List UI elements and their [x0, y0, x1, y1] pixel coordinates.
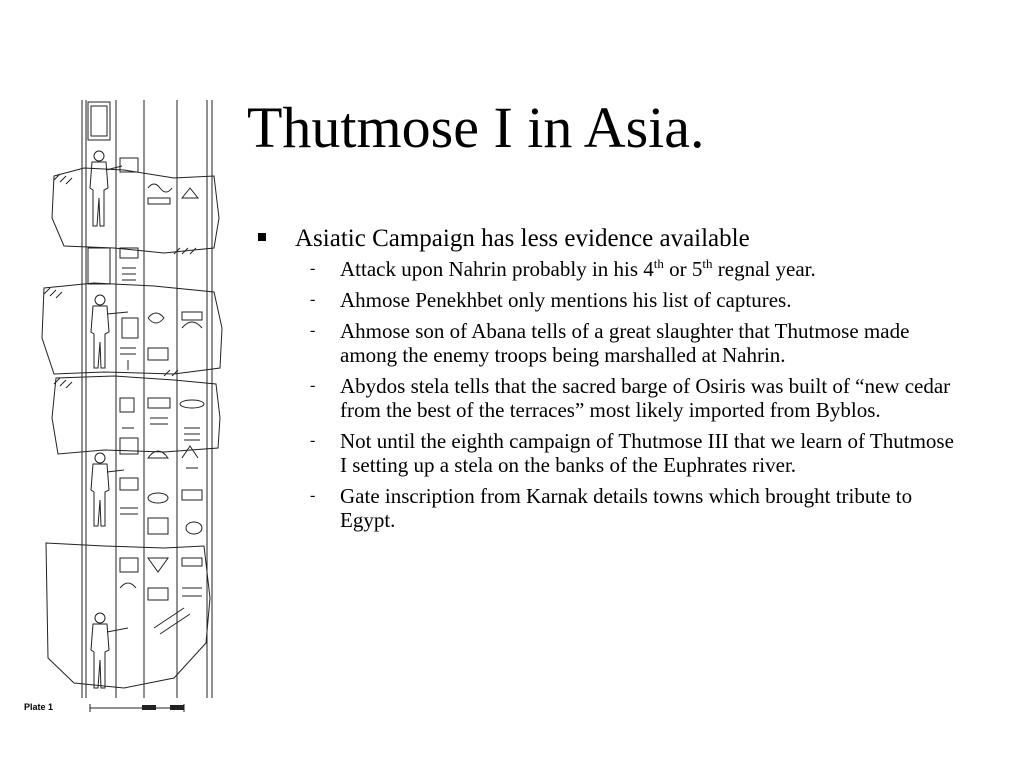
- dash-bullet-icon: -: [310, 377, 316, 394]
- sub-bullet-text: Not until the eighth campaign of Thutmose III that we learn of Thutmose I setting up a stela on the banks of the Euphrates river.: [340, 429, 954, 477]
- plate-caption: Plate 1: [24, 702, 54, 712]
- sub-bullet-item: [258, 319, 960, 367]
- dash-bullet-icon: -: [310, 291, 316, 308]
- sub-bullet-item: [258, 257, 960, 281]
- sub-bullet-text: Ahmose Penekhbet only mentions his list of captures.: [340, 288, 792, 312]
- main-bullet: [258, 224, 978, 254]
- dash-bullet-icon: -: [310, 322, 316, 339]
- sub-bullet-text: Abydos stela tells that the sacred barge of Osiris was built of “new cedar from the best of the terraces” most likely imported from Byblos.: [340, 374, 951, 422]
- dash-bullet-icon: -: [310, 487, 316, 504]
- sub-bullet-item: [258, 429, 960, 477]
- sub-bullet-list: [258, 257, 978, 532]
- square-bullet-icon: [258, 233, 266, 241]
- dash-bullet-icon: -: [310, 432, 316, 449]
- sub-bullet-item: [258, 374, 960, 422]
- sub-bullet-text: Attack upon Nahrin probably in his 4th or 5th regnal year.: [340, 256, 816, 281]
- bullet-list: [258, 224, 978, 539]
- sub-bullet-item: [258, 288, 960, 312]
- slide-title: Thutmose I in Asia.: [247, 95, 705, 160]
- main-bullet-text: Asiatic Campaign has less evidence available: [295, 225, 750, 252]
- dash-bullet-icon: -: [310, 260, 316, 277]
- sub-bullet-item: [258, 484, 960, 532]
- relief-drawing-svg: [24, 98, 234, 718]
- sub-bullet-text: Ahmose son of Abana tells of a great slaughter that Thutmose made among the enemy troops being marshalled at Nahrin.: [340, 319, 910, 367]
- sub-bullet-text: Gate inscription from Karnak details towns which brought tribute to Egypt.: [340, 484, 913, 532]
- relief-drawing-icon: [24, 98, 234, 718]
